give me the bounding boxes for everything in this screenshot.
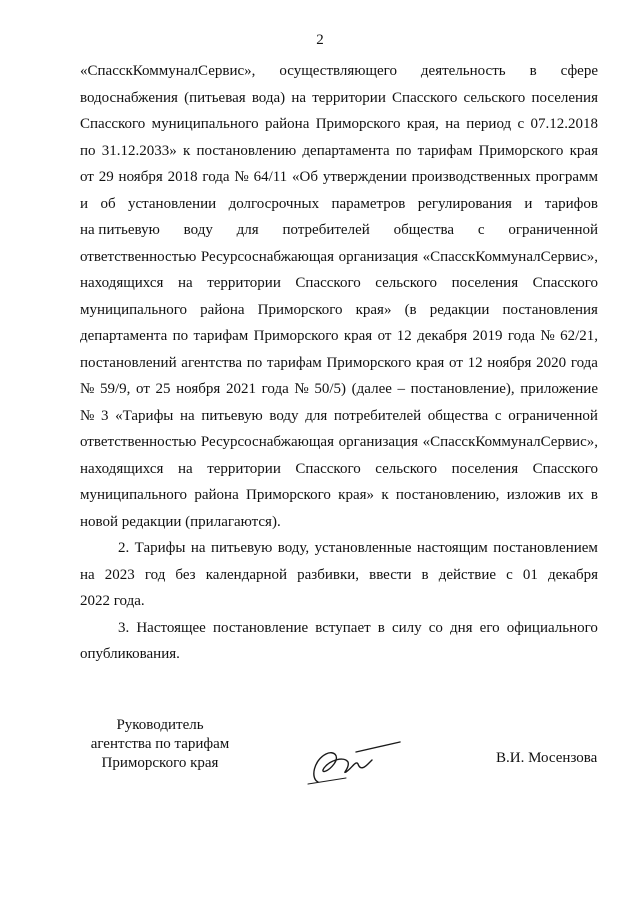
word: с bbox=[506, 566, 513, 583]
word: Настоящее bbox=[136, 619, 206, 636]
word: района bbox=[194, 487, 239, 503]
word: настоящим bbox=[416, 540, 488, 556]
word: на bbox=[177, 275, 193, 291]
text-line bbox=[80, 429, 598, 456]
word: 3. bbox=[118, 619, 130, 636]
word: установленные bbox=[314, 540, 412, 556]
word: поселения bbox=[531, 89, 598, 106]
word: его bbox=[479, 619, 500, 636]
word: воду, bbox=[277, 540, 310, 556]
word: территории bbox=[207, 460, 281, 477]
word: ноября bbox=[118, 169, 163, 185]
word: об bbox=[100, 195, 116, 212]
word: программ bbox=[535, 169, 598, 185]
word: края bbox=[343, 328, 373, 344]
word: «Тарифы bbox=[115, 407, 174, 424]
word: 2021 bbox=[225, 381, 256, 397]
word: края» bbox=[355, 301, 392, 318]
paragraph-3-last-line: опубликования. bbox=[80, 646, 180, 662]
page-number: 2 bbox=[316, 32, 324, 48]
word: муниципального bbox=[80, 301, 188, 318]
word: муниципального bbox=[80, 487, 188, 503]
text-line bbox=[80, 111, 598, 138]
word: на bbox=[445, 116, 460, 132]
word: изложив bbox=[506, 487, 561, 503]
word: 07.12.2018 bbox=[530, 116, 598, 132]
word: год bbox=[144, 566, 166, 583]
word: «СпасскКоммуналСервис», bbox=[422, 248, 598, 265]
word: по bbox=[172, 328, 189, 344]
word: постановлений bbox=[80, 354, 177, 371]
word: года bbox=[202, 169, 230, 185]
word: и bbox=[524, 195, 533, 212]
signatory-title-line: Приморского края bbox=[101, 755, 219, 771]
word: (далее bbox=[351, 381, 392, 397]
document-body bbox=[80, 58, 598, 668]
word: по bbox=[246, 354, 263, 371]
word: от bbox=[80, 169, 94, 185]
word: силу bbox=[391, 619, 422, 636]
word: Спасского bbox=[392, 89, 458, 106]
word: 31.12.2033» bbox=[101, 142, 177, 159]
word: 64/11 bbox=[253, 169, 288, 185]
word: по bbox=[80, 142, 96, 159]
word: находящихся bbox=[80, 275, 164, 291]
word: на bbox=[177, 460, 193, 477]
handwritten-signature bbox=[300, 738, 410, 788]
word: Приморского bbox=[253, 328, 339, 344]
word: тарифам bbox=[417, 142, 473, 159]
word: от bbox=[136, 381, 150, 397]
word: сельского bbox=[463, 89, 526, 106]
word: края bbox=[569, 142, 598, 159]
word: (в bbox=[404, 301, 417, 318]
word: департамента bbox=[80, 328, 168, 344]
word: Спасского bbox=[532, 275, 598, 291]
word: года bbox=[507, 328, 536, 344]
word: потребителей bbox=[282, 222, 370, 238]
word: Приморского bbox=[315, 116, 401, 132]
word: Приморского bbox=[246, 487, 331, 503]
word: территории bbox=[312, 89, 386, 106]
text-line bbox=[80, 376, 598, 403]
word: поселения bbox=[451, 460, 519, 477]
text-line bbox=[80, 562, 598, 589]
word: – bbox=[397, 381, 406, 397]
word: с bbox=[494, 407, 502, 424]
word: деятельность bbox=[420, 63, 506, 79]
word: года bbox=[261, 381, 289, 397]
word: 12 bbox=[467, 354, 483, 371]
signer-name: В.И. Мосензова bbox=[496, 750, 598, 766]
word: Спасского bbox=[80, 116, 146, 132]
word: с bbox=[517, 116, 525, 132]
text-line bbox=[80, 138, 598, 165]
word: постановление), bbox=[410, 381, 515, 397]
word: декабря bbox=[417, 328, 468, 344]
text-line bbox=[80, 191, 598, 218]
signatory-title-line: агентства по тарифам bbox=[90, 736, 230, 752]
word: период bbox=[466, 116, 512, 132]
word: сельского bbox=[375, 275, 438, 291]
word: без bbox=[175, 566, 196, 583]
word: разбивки, bbox=[297, 566, 360, 583]
text-line bbox=[80, 323, 598, 350]
word: постановлению bbox=[196, 142, 297, 159]
text-line bbox=[80, 58, 598, 85]
word: «Об bbox=[292, 169, 318, 185]
word: ограниченной bbox=[508, 407, 598, 424]
text-line bbox=[80, 217, 598, 244]
word: редакции bbox=[429, 301, 490, 318]
word: постановление bbox=[212, 619, 309, 636]
word: дня bbox=[450, 619, 473, 636]
word: 2. bbox=[118, 540, 130, 556]
word: календарной bbox=[205, 566, 288, 583]
word: и bbox=[80, 195, 89, 212]
word: Приморского bbox=[257, 301, 343, 318]
word: постановления bbox=[502, 301, 598, 318]
word: питьевую bbox=[201, 407, 263, 424]
text-line bbox=[80, 244, 598, 271]
word: 01 bbox=[522, 566, 538, 583]
word: водоснабжения bbox=[80, 89, 178, 106]
text-line bbox=[80, 85, 598, 112]
word: находящихся bbox=[80, 460, 164, 477]
word: для bbox=[236, 222, 259, 238]
word: 62/21, bbox=[560, 328, 598, 344]
word: тарифов bbox=[544, 195, 598, 212]
text-line bbox=[80, 535, 598, 562]
word: 2023 bbox=[104, 566, 135, 583]
word: официального bbox=[506, 619, 598, 636]
word: по bbox=[395, 142, 412, 159]
word: на питьевую bbox=[80, 222, 160, 238]
word: от bbox=[449, 354, 463, 371]
word: со bbox=[428, 619, 443, 636]
word: года bbox=[570, 354, 598, 371]
word: потребителей bbox=[333, 407, 422, 424]
word: в bbox=[377, 619, 385, 636]
paragraph-3 bbox=[80, 615, 598, 642]
word: на bbox=[80, 566, 95, 583]
word: Спасского bbox=[532, 460, 598, 477]
word: в bbox=[590, 487, 598, 503]
word: № bbox=[540, 328, 555, 344]
word: сфере bbox=[560, 63, 598, 79]
text-line bbox=[80, 270, 598, 297]
word: № bbox=[294, 381, 309, 397]
word: ответственностью bbox=[80, 248, 197, 265]
text-line bbox=[80, 297, 598, 324]
word: 2018 bbox=[167, 169, 198, 185]
word: тарифам bbox=[193, 328, 249, 344]
word: ноября bbox=[176, 381, 221, 397]
word: общества bbox=[427, 407, 489, 424]
word: действие bbox=[438, 566, 497, 583]
word: долгосрочных bbox=[228, 195, 320, 212]
word: 59/9, bbox=[99, 381, 131, 397]
word: от bbox=[377, 328, 392, 344]
word: утверждении bbox=[322, 169, 407, 185]
word: к bbox=[182, 142, 191, 159]
signatory-title-line: Руководитель bbox=[116, 717, 204, 733]
text-line bbox=[80, 615, 598, 642]
word: вода) bbox=[251, 89, 286, 106]
word: поселения bbox=[451, 275, 519, 291]
paragraph-2 bbox=[80, 535, 598, 588]
word: установлении bbox=[127, 195, 217, 212]
word: в bbox=[529, 63, 537, 79]
word: ограниченной bbox=[508, 222, 598, 238]
word: организация bbox=[338, 248, 418, 265]
word: края bbox=[415, 354, 445, 371]
word: Спасского bbox=[295, 460, 361, 477]
word: приложение bbox=[520, 381, 598, 397]
word: параметров bbox=[331, 195, 406, 212]
word: Спасского bbox=[295, 275, 361, 291]
word: на bbox=[291, 89, 307, 106]
word: 50/5) bbox=[314, 381, 347, 397]
word: территории bbox=[207, 275, 281, 291]
word: 25 bbox=[155, 381, 171, 397]
word: департамента bbox=[302, 142, 390, 159]
word: Ресурсоснабжающая bbox=[200, 434, 334, 450]
paragraph-2-last-line: 2022 года. bbox=[80, 593, 145, 609]
word: 12 bbox=[396, 328, 412, 344]
signatory-title bbox=[80, 716, 240, 773]
word: (питьевая bbox=[184, 89, 246, 106]
word: воду bbox=[269, 407, 299, 424]
word: Ресурсоснабжающая bbox=[200, 248, 334, 265]
word: ввести bbox=[369, 566, 412, 583]
word: агентства bbox=[181, 354, 243, 371]
word: муниципального bbox=[151, 116, 259, 132]
text-line bbox=[80, 482, 598, 509]
word: на bbox=[190, 540, 206, 556]
word: в bbox=[421, 566, 429, 583]
word: края» bbox=[338, 487, 375, 503]
text-line bbox=[80, 350, 598, 377]
word: осуществляющего bbox=[279, 63, 397, 79]
word: Приморского bbox=[326, 354, 412, 371]
word: ответственностью bbox=[80, 434, 197, 450]
paragraph-1-last-line: новой редакции (прилагаются). bbox=[80, 513, 281, 530]
word: 29 bbox=[98, 169, 114, 185]
word: к bbox=[381, 487, 389, 503]
word: 3 bbox=[100, 407, 109, 424]
text-line bbox=[80, 456, 598, 483]
word: Приморского bbox=[478, 142, 564, 159]
word: их bbox=[568, 487, 584, 503]
word: 2020 bbox=[536, 354, 567, 371]
text-line bbox=[80, 403, 598, 430]
word: организация bbox=[338, 434, 418, 450]
word: «СпасскКоммуналСервис», bbox=[80, 63, 256, 79]
word: района bbox=[200, 301, 245, 318]
word: декабря bbox=[547, 566, 598, 583]
word: «СпасскКоммуналСервис», bbox=[422, 434, 598, 450]
word: питьевую bbox=[210, 540, 273, 556]
word: ноября bbox=[487, 354, 532, 371]
word: тарифам bbox=[266, 354, 322, 371]
word: производственных bbox=[411, 169, 531, 185]
word: постановлению, bbox=[395, 487, 500, 503]
text-line bbox=[80, 164, 598, 191]
word: края, bbox=[406, 116, 439, 132]
word: № bbox=[80, 381, 95, 397]
word: на bbox=[180, 407, 195, 424]
word: сельского bbox=[375, 460, 438, 477]
word: вступает bbox=[315, 619, 371, 636]
word: Тарифы bbox=[134, 540, 186, 556]
word: № bbox=[80, 407, 95, 424]
word: 2019 bbox=[472, 328, 503, 344]
word: с bbox=[477, 222, 485, 238]
word: общества bbox=[393, 222, 455, 238]
word: регулирования bbox=[417, 195, 512, 212]
word: района bbox=[265, 116, 310, 132]
word: № bbox=[234, 169, 249, 185]
paragraph-1 bbox=[80, 58, 598, 509]
word: постановлением bbox=[493, 540, 598, 556]
word: воду bbox=[183, 222, 213, 238]
word: для bbox=[305, 407, 328, 424]
